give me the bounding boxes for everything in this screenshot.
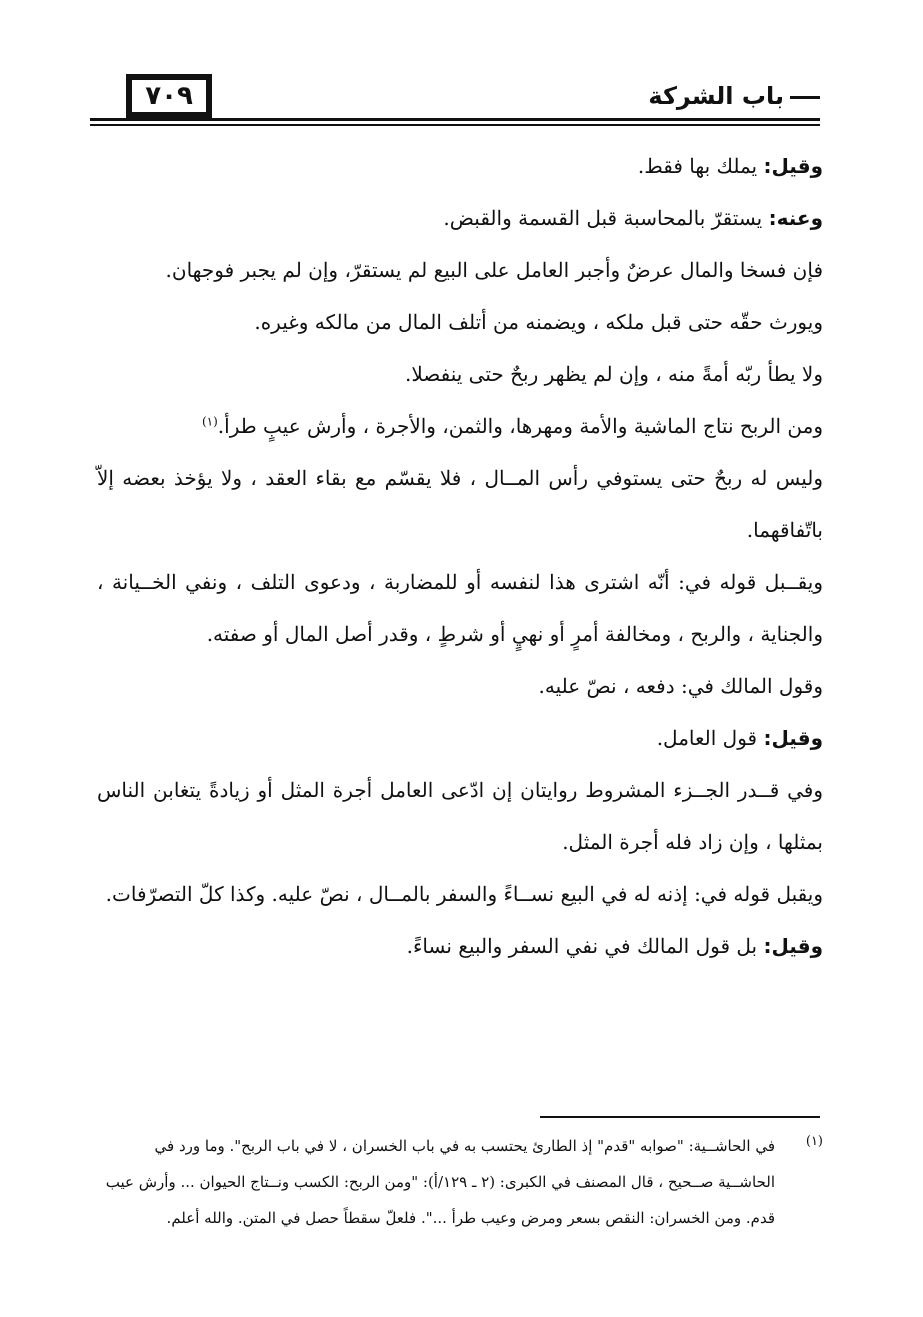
footnote-reference[interactable]: (١) — [201, 414, 218, 429]
paragraph-text: يملك بها فقط. — [637, 154, 764, 178]
paragraph-text: قول العامل. — [656, 726, 764, 750]
page-number: ٧٠٩ — [126, 74, 212, 118]
paragraph-text: وفي قــدر الجــزء المشروط روايتان إن ادّعى العامل أجرة المثل أو زيادةً يتغابن الناس بمثلها ، وإن زاد فله أجرة المثل. — [97, 778, 823, 854]
paragraph — [97, 348, 823, 400]
paragraph — [97, 764, 823, 868]
footnote-text: في الحاشــية: "صوابه "قدم" إذ الطارئ يحتسب به في باب الخسران ، لا في باب الربح". وما ورد في الحاشــية صــحيح ، قال المصنف في الكبرى: (٢ ـ ١٢٩/أ): "ومن الربح: الكسب ونــتاج الحيوان ... وأرش عيب قدم. ومن الخسران: النقص بسعر ومرض وعيب طرأ ...". فلعلّ سقطاً حصل في المتن. والله أعلم. — [105, 1137, 775, 1227]
paragraph — [97, 660, 823, 712]
chapter-title — [638, 82, 820, 110]
paragraph — [97, 140, 823, 192]
paragraph-text: بل قول المالك في نفي السفر والبيع نساءً. — [406, 934, 764, 958]
title-dash — [790, 96, 820, 99]
paragraph-text: ويقــبل قوله في: أنّه اشترى هذا لنفسه أو للمضاربة ، ودعوى التلف ، ونفي الخــيانة ، والجناية ، والربح ، ومخالفة أمرٍ أو نهيٍ أو شرطٍ ، وقدر أصل المال أو صفته. — [97, 570, 823, 646]
paragraph-text: يستقرّ بالمحاسبة قبل القسمة والقبض. — [443, 206, 769, 230]
paragraph-text: ويقبل قوله في: إذنه له في البيع نســاءً والسفر بالمــال ، نصّ عليه. وكذا كلّ التصرّفات. — [105, 882, 823, 906]
main-text — [97, 140, 823, 972]
paragraph-text: ويورث حقّه حتى قبل ملكه ، ويضمنه من أتلف المال من مالكه وغيره. — [254, 310, 823, 334]
footnote — [97, 1128, 823, 1236]
footnote-marker: (١) — [805, 1134, 823, 1149]
paragraph — [97, 452, 823, 556]
paragraph-text: ومن الربح نتاج الماشية والأمة ومهرها، والثمن، والأجرة ، وأرش عيبٍ طرأ. — [217, 414, 823, 438]
paragraph — [97, 868, 823, 920]
paragraph-text: وليس له ربحٌ حتى يستوفي رأس المــال ، فلا يقسّم مع بقاء العقد ، ولا يؤخذ بعضه إلاّ باتّفاقهما. — [97, 466, 823, 542]
paragraph-lead: وقيل: — [763, 726, 823, 750]
paragraph — [97, 192, 823, 244]
page-header — [90, 72, 820, 132]
paragraph-text: فإن فسخا والمال عرضٌ وأجبر العامل على البيع لم يستقرّ، وإن لم يجبر فوجهان. — [165, 258, 823, 282]
header-rule-bottom — [90, 124, 820, 126]
footnote-separator — [540, 1116, 820, 1118]
paragraph — [97, 712, 823, 764]
paragraph — [97, 400, 823, 452]
paragraph-lead: وقيل: — [763, 154, 823, 178]
paragraph-lead: وقيل: — [763, 934, 823, 958]
paragraph-text: وقول المالك في: دفعه ، نصّ عليه. — [538, 674, 823, 698]
chapter-title-text: باب الشركة — [648, 82, 784, 110]
paragraph — [97, 244, 823, 296]
paragraph — [97, 920, 823, 972]
paragraph — [97, 296, 823, 348]
header-rule-top — [90, 118, 820, 121]
paragraph — [97, 556, 823, 660]
paragraph-lead: وعنه: — [768, 206, 823, 230]
paragraph-text: ولا يطأ ربّه أمةً منه ، وإن لم يظهر ربحٌ حتى ينفصلا. — [404, 362, 823, 386]
